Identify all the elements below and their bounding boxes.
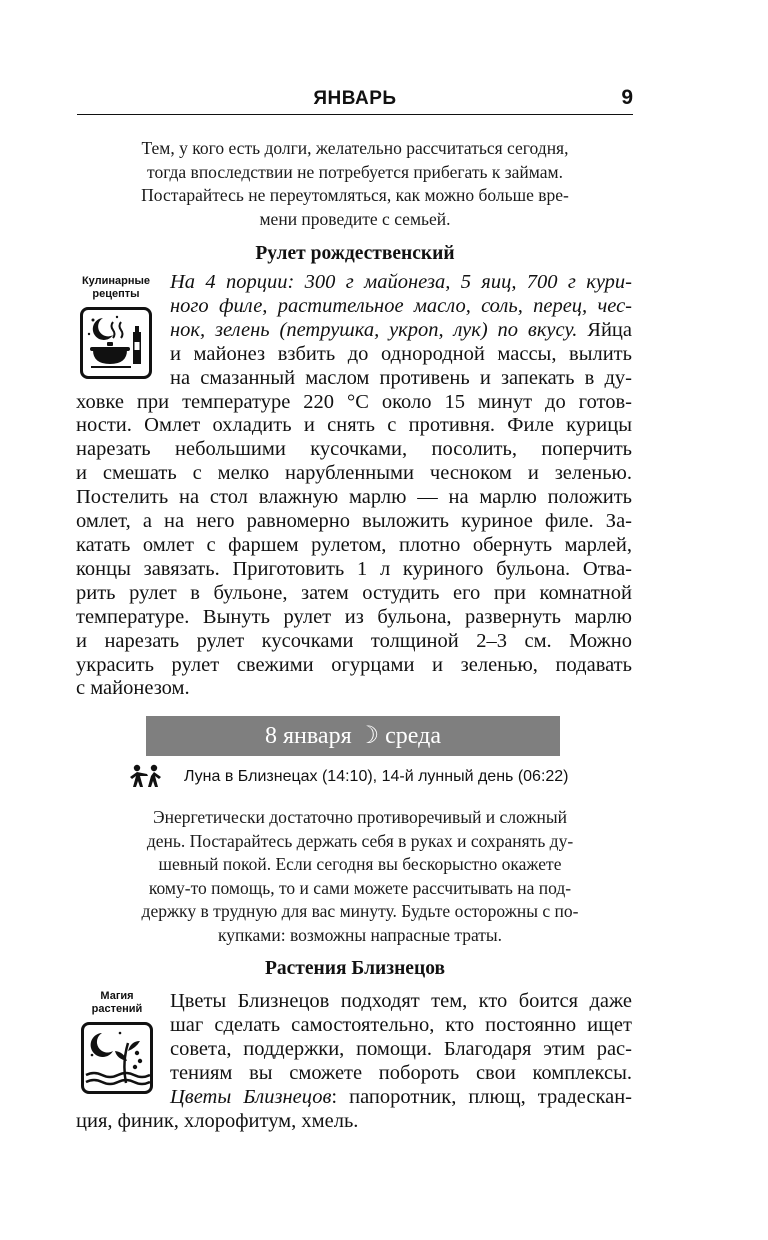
text-line xyxy=(76,319,632,343)
plants-body xyxy=(76,990,632,1133)
text-line xyxy=(76,295,632,319)
regular-run: шаг сделать самостоятельно, кто постоянно ищет xyxy=(170,1013,632,1036)
regular-run: ховке при температуре 220 °С около 15 минут до готов- xyxy=(76,390,632,413)
text-line xyxy=(76,343,632,367)
text-line xyxy=(76,1014,632,1038)
text-line xyxy=(76,510,632,534)
gemini-twins-icon xyxy=(128,764,162,793)
regular-run: тениям вы сможете побороть свои комплексы. xyxy=(170,1061,632,1084)
regular-run: ности. Омлет охладить и снять с противня. Филе курицы xyxy=(76,414,632,437)
regular-run: украсить рулет свежими огурцами и зеленью, подавать xyxy=(76,653,632,676)
text-line xyxy=(76,1086,632,1110)
regular-run: совета, поддержки, помощи. Благодаря этим рас- xyxy=(170,1037,632,1060)
regular-run: катать омлет с фаршем рулетом, плотно обернуть марлей, xyxy=(76,533,632,556)
text-line xyxy=(76,606,632,630)
recipe-body xyxy=(76,271,632,701)
regular-run: Цветы Близнецов подходят тем, кто боится даже xyxy=(170,990,632,1012)
day-forecast xyxy=(100,806,620,947)
text-line xyxy=(76,558,632,582)
italic-run: На 4 порции: 300 г майонеза, 5 яиц, 700 г кури- xyxy=(170,271,632,293)
text-line xyxy=(76,534,632,558)
page-number: 9 xyxy=(621,86,633,109)
intro-line: тогда впоследствии не потребуется прибегать к займам. xyxy=(147,161,563,182)
regular-run: : папоротник, плющ, традескан- xyxy=(331,1085,632,1108)
regular-run: Постелить на стол влажную марлю — на марлю положить xyxy=(76,486,632,509)
regular-run: концы завязать. Приготовить 1 л куриного бульона. Отва- xyxy=(76,557,632,580)
text-line xyxy=(76,367,632,391)
forecast-line: держку в трудную для вас минуту. Будьте осторожны с по- xyxy=(141,901,579,921)
plants-title: Растения Близнецов xyxy=(264,958,445,979)
badge-caption-line: растений xyxy=(91,1003,143,1015)
text-line xyxy=(76,1110,632,1134)
italic-run: нок, зелень (петрушка, укроп, лук) по вкусу. xyxy=(170,318,578,341)
regular-run: с майонезом. xyxy=(76,677,190,700)
regular-run: омлет, а на него равномерно выложить куриное филе. За- xyxy=(76,510,632,533)
regular-run: нарезать небольшими кусочками, посолить, поперчить xyxy=(76,438,632,461)
text-line xyxy=(76,271,632,295)
regular-run: ция, финик, хлорофитум, хмель. xyxy=(76,1109,359,1132)
italic-run: ного филе, растительное масло, соль, перец, чес- xyxy=(170,294,632,317)
regular-run: и майонез взбить до однородной массы, вылить xyxy=(170,342,632,365)
moon-phase-text: Луна в Близнецах (14:10), 14-й лунный день (06:22) xyxy=(184,768,569,785)
regular-run: температуре. Вынуть рулет из бульона, развернуть марлю xyxy=(76,605,632,628)
text-line xyxy=(76,677,632,701)
text-line xyxy=(76,990,632,1014)
month-title: ЯНВАРЬ xyxy=(313,88,397,109)
text-line xyxy=(76,438,632,462)
running-head xyxy=(77,84,633,115)
text-line xyxy=(76,462,632,486)
text-line xyxy=(76,1038,632,1062)
forecast-line: купками: возможны напрасные траты. xyxy=(217,924,503,945)
forecast-line: день. Постарайтесь держать себя в руках и сохранять ду- xyxy=(146,830,574,851)
intro-paragraph xyxy=(85,137,625,231)
moon-info-row xyxy=(128,764,598,790)
intro-line: мени проведите с семьей. xyxy=(259,208,451,229)
regular-run: и нарезать рулет кусочками толщиной 2–3 см. Можно xyxy=(76,629,632,652)
text-line xyxy=(76,391,632,415)
regular-run: на смазанный маслом противень и запекать в ду- xyxy=(170,366,632,389)
day-date-band: 8 января ☽ среда xyxy=(146,716,560,756)
forecast-line: Энергетически достаточно противоречивый и сложный xyxy=(153,807,567,827)
forecast-line: кому-то помощь, то и сами можете рассчитывать на под- xyxy=(148,877,572,898)
badge-caption-line: Магия xyxy=(100,990,134,1002)
text-line xyxy=(76,1062,632,1086)
regular-run: и смешать с мелко нарубленными чесноком и зеленью. xyxy=(76,462,632,485)
intro-line: Постарайтесь не переутомляться, как можно больше вре- xyxy=(141,185,569,205)
intro-line: Тем, у кого есть долги, желательно рассчитаться сегодня, xyxy=(141,138,569,158)
text-line xyxy=(76,486,632,510)
text-line xyxy=(76,654,632,678)
badge-caption-line: рецепты xyxy=(92,288,140,300)
forecast-line: шевный покой. Если сегодня вы бескорыстно окажете xyxy=(158,854,562,874)
text-line xyxy=(76,414,632,438)
regular-run: Яйца xyxy=(577,318,632,341)
italic-run: Цветы Близнецов xyxy=(170,1085,332,1108)
badge-caption-line: Кулинарные xyxy=(81,275,151,287)
recipe-title: Рулет рождественский xyxy=(255,243,455,264)
text-line xyxy=(76,582,632,606)
regular-run: рить рулет в бульоне, затем остудить его при комнатной xyxy=(76,581,632,604)
text-line xyxy=(76,630,632,654)
